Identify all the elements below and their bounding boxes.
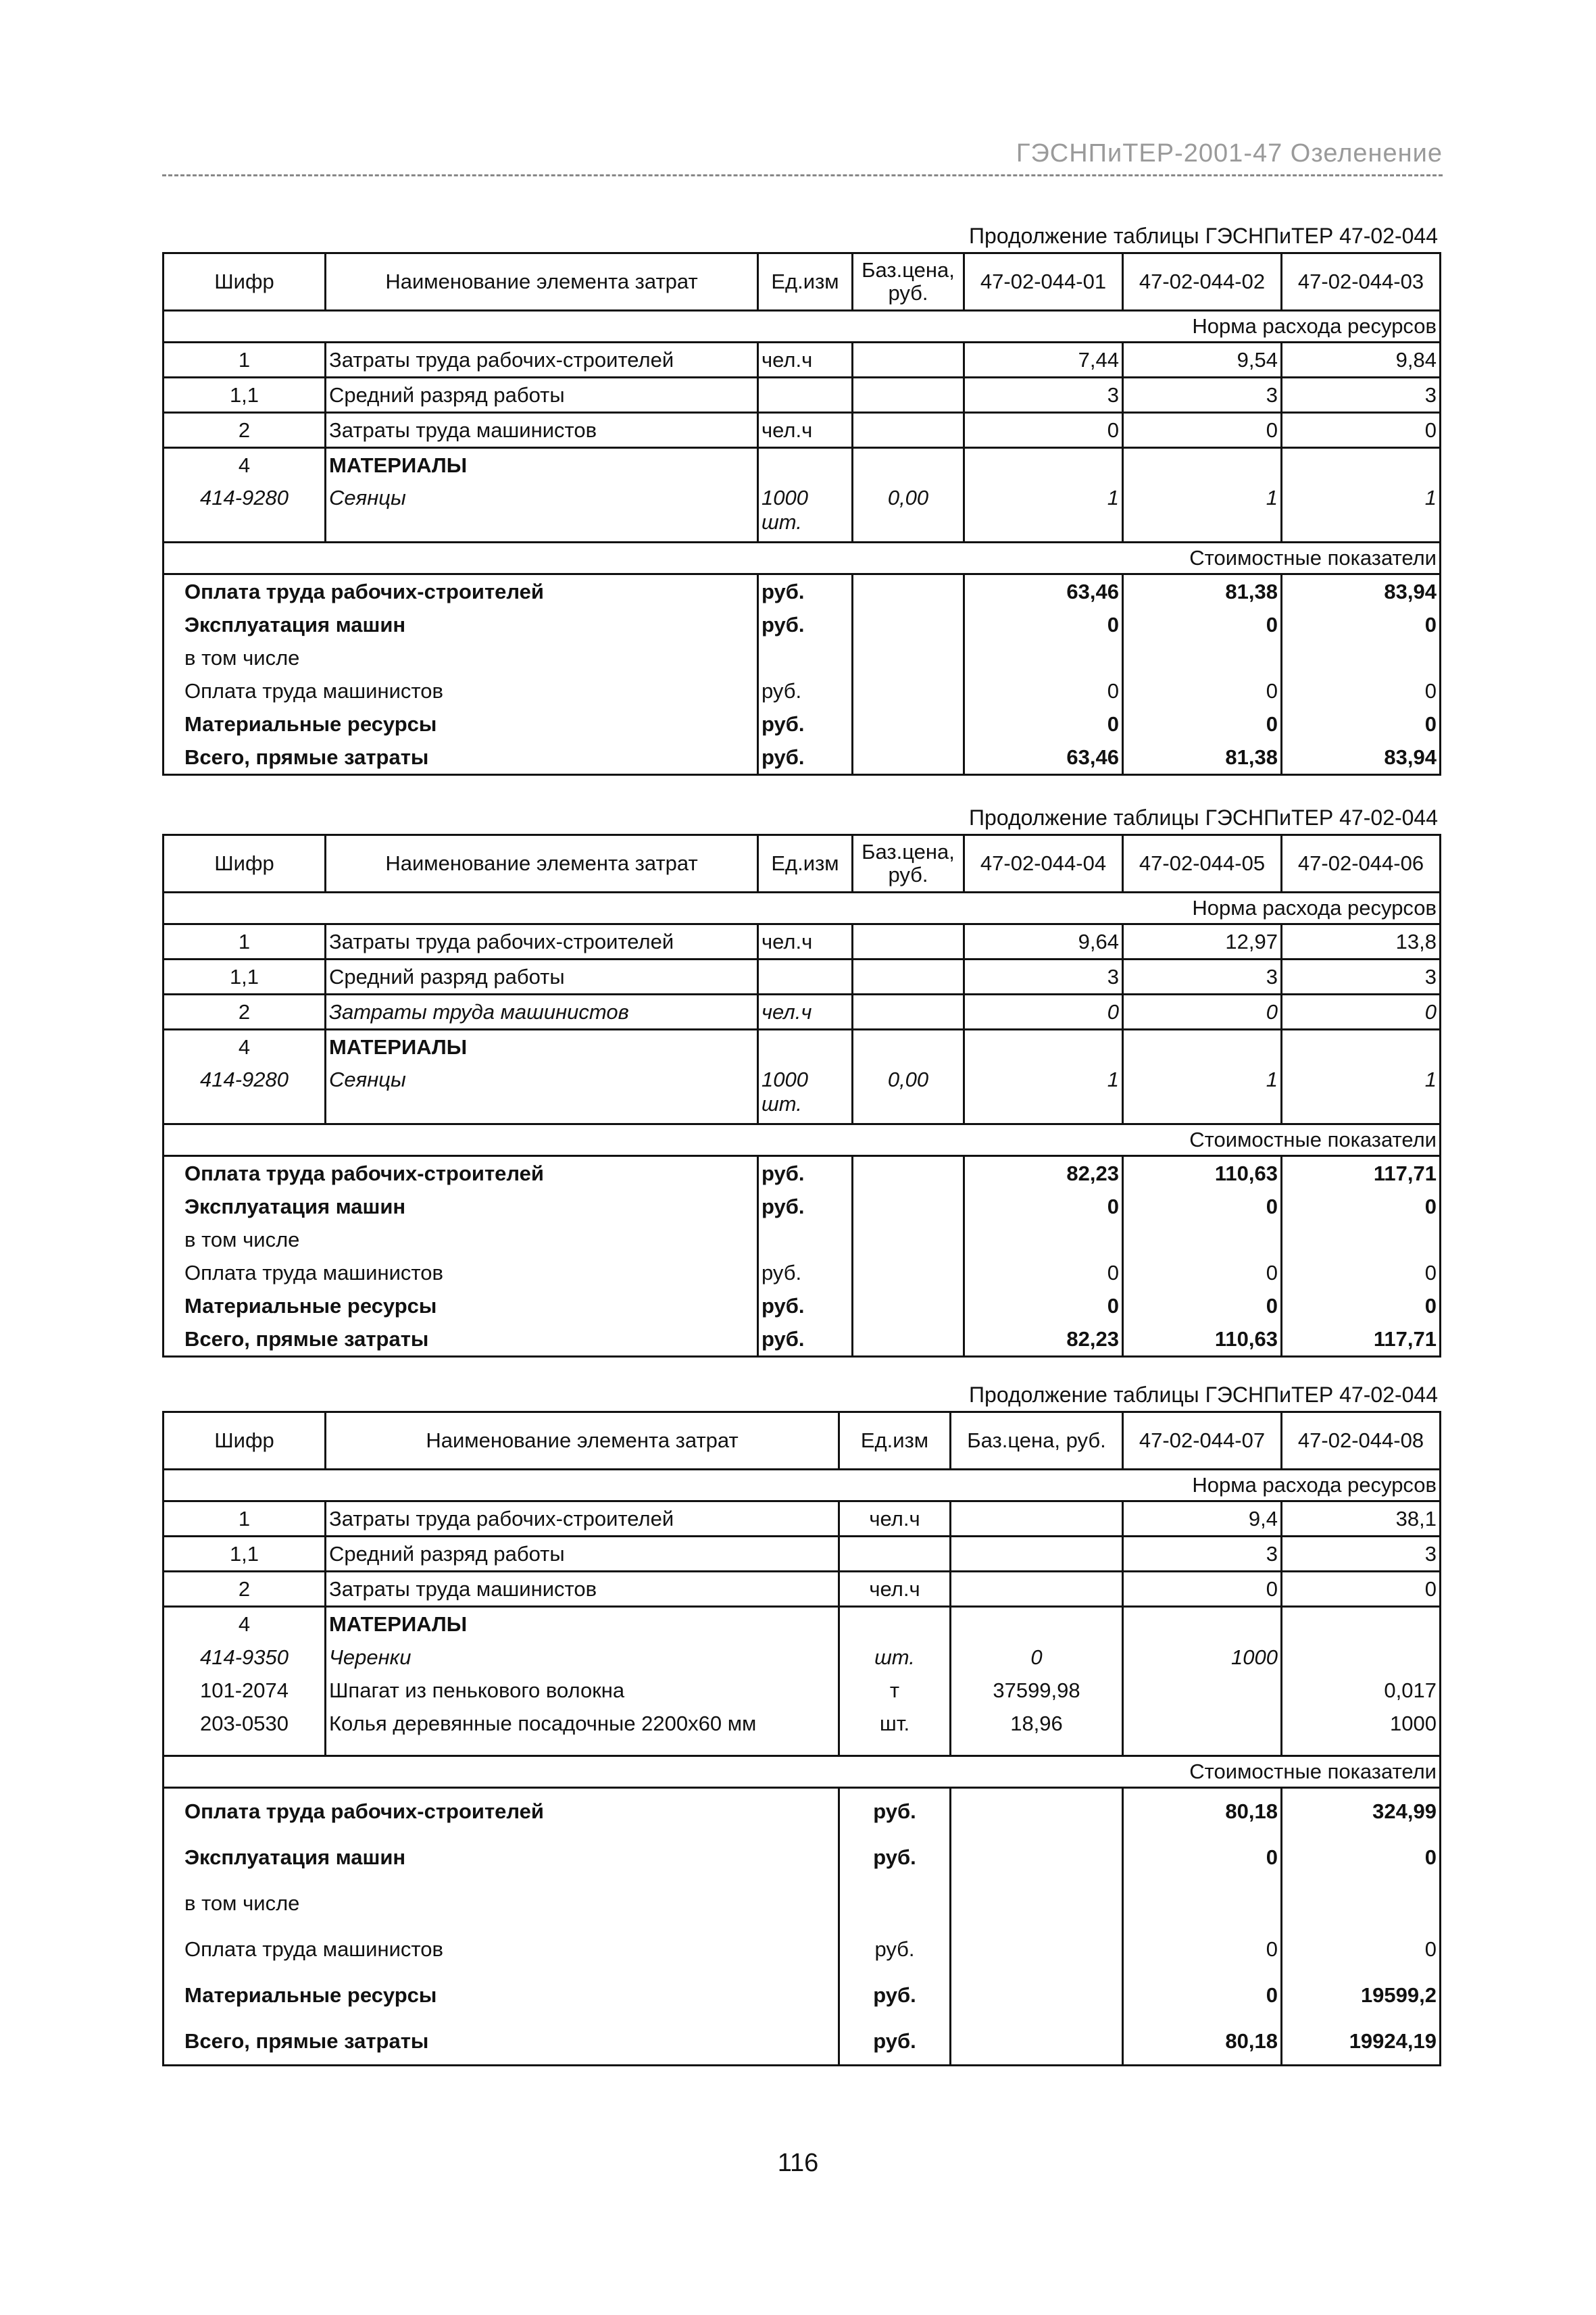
cost-value: 0 — [1282, 1190, 1441, 1223]
row-name: МАТЕРИАЛЫ — [326, 448, 758, 482]
cost-name: Оплата труда рабочих-строителей — [164, 1788, 839, 1835]
col-price-header: Баз.цена, руб. — [853, 253, 964, 311]
cost-unit: руб. — [839, 2018, 951, 2066]
row-code: 1 — [164, 343, 326, 378]
row-unit: 1000 шт. — [758, 1064, 853, 1124]
table-caption: Продолжение таблицы ГЭСНПиТЕР 47-02-044 — [969, 805, 1438, 830]
cost-name: Оплата труда рабочих-строителей — [164, 574, 758, 609]
table-row — [164, 960, 1441, 995]
cost-value: 0 — [1123, 1926, 1282, 1972]
row-name: Колья деревянные посадочные 2200х60 мм — [326, 1707, 839, 1740]
row-value: 12,97 — [1123, 924, 1282, 960]
cost-band-row — [164, 1756, 1441, 1788]
row-value: 7,44 — [964, 343, 1123, 378]
cost-band-row — [164, 1124, 1441, 1156]
table-header-row — [164, 1412, 1441, 1470]
row-price: 0 — [951, 1641, 1123, 1674]
cost-name: Материальные ресурсы — [164, 1289, 758, 1322]
cost-value: 19599,2 — [1282, 1972, 1441, 2018]
cost-row — [164, 1223, 1441, 1256]
row-code: 4 — [164, 448, 326, 482]
row-value: 9,54 — [1123, 343, 1282, 378]
cost-row — [164, 741, 1441, 775]
row-unit — [839, 1537, 951, 1572]
table-row — [164, 448, 1441, 482]
row-price: 0,00 — [853, 1064, 964, 1124]
cost-value: 0 — [964, 674, 1123, 707]
table-grid — [162, 252, 1441, 776]
row-code: 1,1 — [164, 960, 326, 995]
row-code: 2 — [164, 413, 326, 448]
col-price-header: Баз.цена, руб. — [951, 1412, 1123, 1470]
row-value: 1 — [1282, 482, 1441, 543]
cost-value: 0 — [1123, 608, 1282, 641]
table-caption: Продолжение таблицы ГЭСНПиТЕР 47-02-044 — [969, 1383, 1438, 1407]
row-value: 3 — [1123, 960, 1282, 995]
col-rate-code: 47-02-044-08 — [1282, 1412, 1441, 1470]
running-title: ГЭСНПиТЕР-2001-47 Озеленение — [1016, 139, 1443, 168]
row-value: 0 — [1282, 1572, 1441, 1607]
row-price: 18,96 — [951, 1707, 1123, 1740]
row-name: Сеянцы — [326, 482, 758, 543]
table-row — [164, 1537, 1441, 1572]
row-unit: шт. — [839, 1641, 951, 1674]
cost-value: 117,71 — [1282, 1322, 1441, 1357]
col-unit-header: Ед.изм — [758, 253, 853, 311]
row-price — [853, 413, 964, 448]
table-row — [164, 1674, 1441, 1707]
row-code: 1 — [164, 1501, 326, 1537]
cost-unit — [758, 641, 853, 674]
cost-row — [164, 1972, 1441, 2018]
table-row — [164, 378, 1441, 413]
row-unit: чел.ч — [758, 924, 853, 960]
cost-name: в том числе — [164, 641, 758, 674]
cost-unit: руб. — [839, 1835, 951, 1881]
cost-value: 324,99 — [1282, 1788, 1441, 1835]
row-name: Затраты труда рабочих-строителей — [326, 1501, 839, 1537]
col-name-header: Наименование элемента затрат — [326, 1412, 839, 1470]
row-value: 38,1 — [1282, 1501, 1441, 1537]
cost-value — [1282, 1223, 1441, 1256]
cost-name: Оплата труда рабочих-строителей — [164, 1156, 758, 1191]
cost-value: 83,94 — [1282, 574, 1441, 609]
cost-value: 19924,19 — [1282, 2018, 1441, 2066]
row-code: 203-0530 — [164, 1707, 326, 1740]
cost-unit: руб. — [758, 1256, 853, 1289]
cost-name: Эксплуатация машин — [164, 608, 758, 641]
row-code: 101-2074 — [164, 1674, 326, 1707]
row-unit: чел.ч — [758, 343, 853, 378]
row-unit — [758, 378, 853, 413]
col-code-header: Шифр — [164, 1412, 326, 1470]
row-name: МАТЕРИАЛЫ — [326, 1030, 758, 1064]
cost-value — [1282, 641, 1441, 674]
row-code: 2 — [164, 995, 326, 1030]
spacer-row — [164, 1740, 1441, 1756]
running-header — [162, 135, 1443, 176]
cost-row — [164, 2018, 1441, 2066]
cost-name: Эксплуатация машин — [164, 1190, 758, 1223]
table-row — [164, 1707, 1441, 1740]
cost-value: 0 — [1123, 1972, 1282, 2018]
row-name: Средний разряд работы — [326, 960, 758, 995]
row-value: 3 — [1282, 1537, 1441, 1572]
cost-name: Материальные ресурсы — [164, 707, 758, 741]
row-name: Черенки — [326, 1641, 839, 1674]
cost-value: 63,46 — [964, 741, 1123, 775]
cost-name: Оплата труда машинистов — [164, 674, 758, 707]
cost-value: 82,23 — [964, 1322, 1123, 1357]
cost-value: 0 — [1282, 1256, 1441, 1289]
row-value: 3 — [1282, 960, 1441, 995]
row-value: 0 — [1123, 413, 1282, 448]
col-unit-header: Ед.изм — [839, 1412, 951, 1470]
cost-row — [164, 574, 1441, 609]
cost-value — [964, 641, 1123, 674]
cost-value — [1123, 1881, 1282, 1926]
row-value — [1123, 1674, 1282, 1707]
row-value: 1 — [964, 482, 1123, 543]
row-value: 3 — [1123, 1537, 1282, 1572]
cost-value: 0 — [1282, 1289, 1441, 1322]
cost-value: 0 — [1123, 1835, 1282, 1881]
row-price — [853, 378, 964, 413]
col-rate-code: 47-02-044-05 — [1123, 835, 1282, 893]
row-value: 9,64 — [964, 924, 1123, 960]
row-price — [853, 960, 964, 995]
cost-name: Всего, прямые затраты — [164, 741, 758, 775]
norm-band-label: Норма расхода ресурсов — [164, 893, 1441, 924]
cost-name: в том числе — [164, 1223, 758, 1256]
row-value: 1000 — [1282, 1707, 1441, 1740]
row-value: 0 — [1123, 1572, 1282, 1607]
cost-row — [164, 674, 1441, 707]
cost-value: 81,38 — [1123, 741, 1282, 775]
row-unit — [758, 960, 853, 995]
cost-unit: руб. — [758, 1322, 853, 1357]
cost-value: 82,23 — [964, 1156, 1123, 1191]
cost-value: 0 — [1282, 674, 1441, 707]
cost-row — [164, 608, 1441, 641]
table-row — [164, 995, 1441, 1030]
row-price — [853, 995, 964, 1030]
cost-value — [1123, 1223, 1282, 1256]
page-number: 116 — [777, 2149, 819, 2177]
cost-value: 0 — [964, 608, 1123, 641]
row-unit: чел.ч — [758, 413, 853, 448]
cost-name: Оплата труда машинистов — [164, 1256, 758, 1289]
cost-unit: руб. — [758, 1190, 853, 1223]
row-unit: чел.ч — [758, 995, 853, 1030]
table-header-row — [164, 835, 1441, 893]
row-code: 4 — [164, 1607, 326, 1641]
cost-value: 0 — [1123, 707, 1282, 741]
row-name: Затраты труда машинистов — [326, 1572, 839, 1607]
row-price — [951, 1537, 1123, 1572]
cost-value: 80,18 — [1123, 1788, 1282, 1835]
cost-name: Всего, прямые затраты — [164, 1322, 758, 1357]
cost-row — [164, 1289, 1441, 1322]
cost-value: 0 — [1282, 707, 1441, 741]
rate-table-1 — [162, 220, 1439, 776]
col-rate-code: 47-02-044-02 — [1123, 253, 1282, 311]
cost-value: 0 — [1123, 1190, 1282, 1223]
cost-value — [1282, 1881, 1441, 1926]
cost-name: Всего, прямые затраты — [164, 2018, 839, 2066]
cost-value: 0 — [964, 707, 1123, 741]
cost-value: 0 — [964, 1289, 1123, 1322]
row-code: 414-9280 — [164, 1064, 326, 1124]
cost-unit: руб. — [758, 574, 853, 609]
cost-value: 0 — [1282, 608, 1441, 641]
cost-band-label: Стоимостные показатели — [164, 1124, 1441, 1156]
row-code: 414-9350 — [164, 1641, 326, 1674]
table-grid — [162, 834, 1441, 1358]
cost-row — [164, 1256, 1441, 1289]
cost-value: 0 — [1282, 1926, 1441, 1972]
cost-value: 81,38 — [1123, 574, 1282, 609]
row-name: Средний разряд работы — [326, 1537, 839, 1572]
row-name: Затраты труда машинистов — [326, 413, 758, 448]
cost-unit: руб. — [758, 707, 853, 741]
row-value: 0,017 — [1282, 1674, 1441, 1707]
table-caption: Продолжение таблицы ГЭСНПиТЕР 47-02-044 — [969, 224, 1438, 248]
row-unit: чел.ч — [839, 1501, 951, 1537]
row-value: 3 — [964, 960, 1123, 995]
table-row — [164, 1501, 1441, 1537]
table-header-row — [164, 253, 1441, 311]
cost-value: 0 — [964, 1190, 1123, 1223]
col-rate-code: 47-02-044-07 — [1123, 1412, 1282, 1470]
cost-row — [164, 1835, 1441, 1881]
col-code-header: Шифр — [164, 835, 326, 893]
row-code: 414-9280 — [164, 482, 326, 543]
cost-unit: руб. — [758, 1289, 853, 1322]
row-value: 13,8 — [1282, 924, 1441, 960]
cost-row — [164, 1156, 1441, 1191]
row-value: 0 — [964, 413, 1123, 448]
col-rate-code: 47-02-044-04 — [964, 835, 1123, 893]
cost-value: 0 — [1123, 1256, 1282, 1289]
cost-unit: руб. — [839, 1926, 951, 1972]
col-price-header: Баз.цена, руб. — [853, 835, 964, 893]
row-code: 2 — [164, 1572, 326, 1607]
row-name: Сеянцы — [326, 1064, 758, 1124]
cost-row — [164, 707, 1441, 741]
col-name-header: Наименование элемента затрат — [326, 253, 758, 311]
cost-unit — [758, 1223, 853, 1256]
table-row — [164, 482, 1441, 543]
row-price — [853, 343, 964, 378]
cost-row — [164, 1322, 1441, 1357]
cost-value: 0 — [1123, 1289, 1282, 1322]
table-row — [164, 924, 1441, 960]
table-row — [164, 1064, 1441, 1124]
cost-unit: руб. — [758, 608, 853, 641]
row-value: 1 — [1123, 482, 1282, 543]
cost-row — [164, 641, 1441, 674]
cost-value — [1123, 641, 1282, 674]
cost-row — [164, 1881, 1441, 1926]
row-unit: чел.ч — [839, 1572, 951, 1607]
row-value: 9,84 — [1282, 343, 1441, 378]
row-price — [951, 1501, 1123, 1537]
row-unit: 1000 шт. — [758, 482, 853, 543]
row-price: 37599,98 — [951, 1674, 1123, 1707]
table-row — [164, 413, 1441, 448]
row-code: 1,1 — [164, 1537, 326, 1572]
cost-row — [164, 1788, 1441, 1835]
cost-unit: руб. — [758, 741, 853, 775]
table-row — [164, 1030, 1441, 1064]
row-value: 1 — [1123, 1064, 1282, 1124]
row-value: 0 — [1282, 413, 1441, 448]
cost-value: 117,71 — [1282, 1156, 1441, 1191]
cost-row — [164, 1190, 1441, 1223]
row-value: 3 — [964, 378, 1123, 413]
cost-value: 80,18 — [1123, 2018, 1282, 2066]
row-name: Затраты труда рабочих-строителей — [326, 924, 758, 960]
cost-name: Эксплуатация машин — [164, 1835, 839, 1881]
col-code-header: Шифр — [164, 253, 326, 311]
row-name: Средний разряд работы — [326, 378, 758, 413]
col-rate-code: 47-02-044-03 — [1282, 253, 1441, 311]
rate-table-2 — [162, 801, 1439, 1358]
row-code: 1,1 — [164, 378, 326, 413]
cost-value: 0 — [964, 1256, 1123, 1289]
cost-unit — [839, 1881, 951, 1926]
row-value — [1282, 1641, 1441, 1674]
row-value: 1 — [1282, 1064, 1441, 1124]
table-row — [164, 1641, 1441, 1674]
norm-band-label: Норма расхода ресурсов — [164, 311, 1441, 343]
cost-band-row — [164, 543, 1441, 574]
row-code: 4 — [164, 1030, 326, 1064]
cost-value: 63,46 — [964, 574, 1123, 609]
cost-value: 83,94 — [1282, 741, 1441, 775]
row-value: 0 — [964, 995, 1123, 1030]
row-price — [951, 1572, 1123, 1607]
cost-value: 110,63 — [1123, 1156, 1282, 1191]
row-name: МАТЕРИАЛЫ — [326, 1607, 839, 1641]
table-grid — [162, 1411, 1441, 2066]
row-name: Затраты труда машинистов — [326, 995, 758, 1030]
col-rate-code: 47-02-044-06 — [1282, 835, 1441, 893]
row-value: 0 — [1123, 995, 1282, 1030]
col-name-header: Наименование элемента затрат — [326, 835, 758, 893]
cost-unit: руб. — [839, 1788, 951, 1835]
row-value: 3 — [1123, 378, 1282, 413]
col-unit-header: Ед.изм — [758, 835, 853, 893]
row-value: 0 — [1282, 995, 1441, 1030]
row-value: 1 — [964, 1064, 1123, 1124]
row-price — [853, 924, 964, 960]
cost-name: Материальные ресурсы — [164, 1972, 839, 2018]
rate-table-3 — [162, 1378, 1439, 2066]
row-unit: т — [839, 1674, 951, 1707]
cost-unit: руб. — [758, 1156, 853, 1191]
cost-value: 0 — [1282, 1835, 1441, 1881]
row-value: 1000 — [1123, 1641, 1282, 1674]
col-rate-code: 47-02-044-01 — [964, 253, 1123, 311]
row-price: 0,00 — [853, 482, 964, 543]
cost-value: 110,63 — [1123, 1322, 1282, 1357]
table-row — [164, 1607, 1441, 1641]
cost-unit: руб. — [758, 674, 853, 707]
row-name: Шпагат из пенькового волокна — [326, 1674, 839, 1707]
row-name: Затраты труда рабочих-строителей — [326, 343, 758, 378]
cost-name: в том числе — [164, 1881, 839, 1926]
cost-band-label: Стоимостные показатели — [164, 1756, 1441, 1788]
row-value: 9,4 — [1123, 1501, 1282, 1537]
table-row — [164, 343, 1441, 378]
row-code: 1 — [164, 924, 326, 960]
cost-name: Оплата труда машинистов — [164, 1926, 839, 1972]
norm-band-row — [164, 893, 1441, 924]
norm-band-row — [164, 1470, 1441, 1501]
table-row — [164, 1572, 1441, 1607]
norm-band-label: Норма расхода ресурсов — [164, 1470, 1441, 1501]
cost-value — [964, 1223, 1123, 1256]
row-value: 3 — [1282, 378, 1441, 413]
row-unit: шт. — [839, 1707, 951, 1740]
norm-band-row — [164, 311, 1441, 343]
row-value — [1123, 1707, 1282, 1740]
cost-unit: руб. — [839, 1972, 951, 2018]
cost-band-label: Стоимостные показатели — [164, 543, 1441, 574]
cost-row — [164, 1926, 1441, 1972]
cost-value: 0 — [1123, 674, 1282, 707]
